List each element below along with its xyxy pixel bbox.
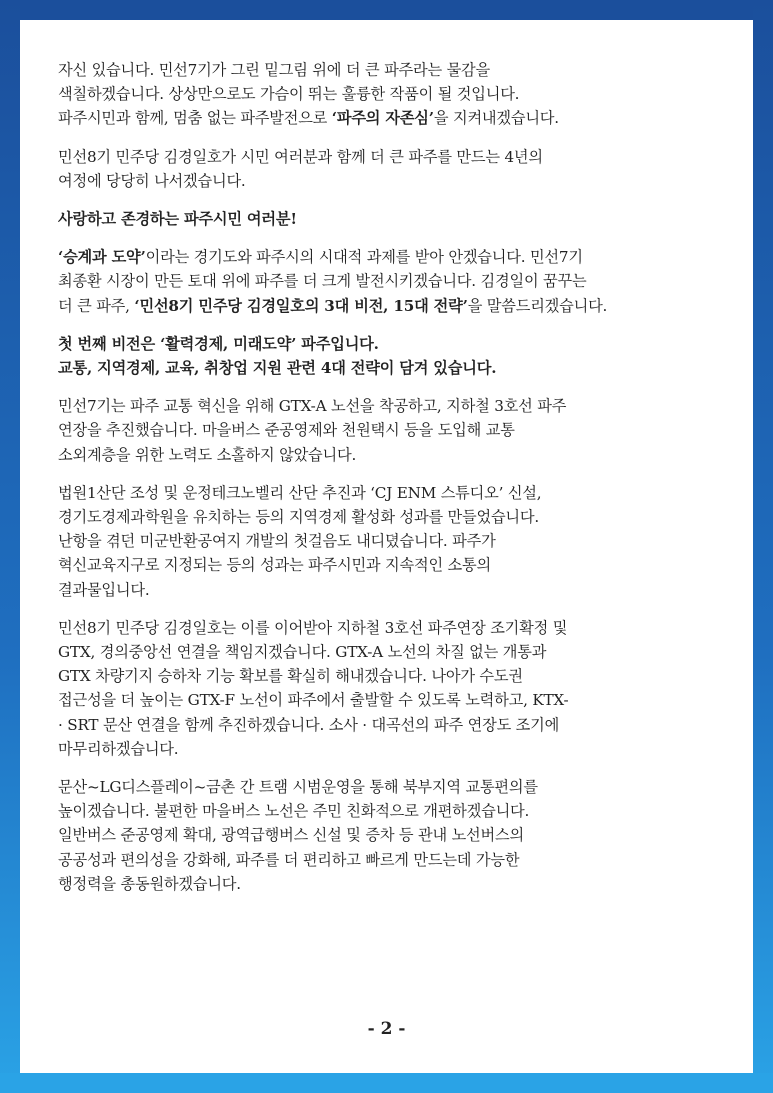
text-line (58, 640, 718, 664)
text-line (58, 799, 718, 823)
bold-text: ‘민선8기 민주당 김경일호의 3대 비전, 15대 전략’ (134, 296, 468, 315)
paragraph (58, 245, 718, 318)
bold-text: ‘파주의 자존심’ (331, 109, 434, 128)
text-line (58, 529, 718, 553)
text-line (58, 823, 718, 847)
text-run: · SRT 문산 연결을 함께 추진하겠습니다. 소사 · 대곡선의 파주 연장도 조기에 (58, 715, 560, 734)
text-line (58, 207, 718, 231)
text-line (58, 553, 718, 577)
text-run: 을 말씀드리겠습니다. (467, 296, 608, 315)
text-line (58, 616, 718, 640)
text-line (58, 443, 718, 467)
text-run: 결과물입니다. (58, 580, 150, 599)
paragraph (58, 775, 718, 896)
page-border-top (0, 0, 773, 20)
page-number: - 2 - (367, 1019, 406, 1039)
text-run: 민선7기는 파주 교통 혁신을 위해 GTX-A 노선을 착공하고, 지하철 3호선 파주 (58, 397, 567, 416)
bold-text: 교통, 지역경제, 교육, 취창업 지원 관련 4대 전략이 담겨 있습니다. (58, 359, 497, 378)
paragraph (58, 145, 718, 193)
paragraph (58, 616, 718, 761)
text-line (58, 294, 718, 318)
text-run: 최종환 시장이 만든 토대 위에 파주를 더 크게 발전시키겠습니다. 김경일이 꿈꾸는 (58, 272, 587, 291)
paragraph (58, 207, 718, 231)
text-run: 혁신교육지구로 지정되는 등의 성과는 파주시민과 지속적인 소통의 (58, 556, 491, 575)
text-line (58, 418, 718, 442)
bold-text: 첫 번째 비전은 ‘활력경제, 미래도약’ 파주입니다. (58, 334, 379, 353)
bold-text: 사랑하고 존경하는 파주시민 여러분! (58, 210, 297, 229)
text-line (58, 664, 718, 688)
text-run: 색칠하겠습니다. 상상만으로도 가슴이 뛰는 훌륭한 작품이 될 것입니다. (58, 85, 520, 104)
text-line (58, 688, 718, 712)
paragraph (58, 394, 718, 467)
page-border-bottom (0, 1073, 773, 1093)
text-line (58, 58, 718, 82)
text-line (58, 356, 718, 380)
text-line (58, 245, 718, 269)
text-line (58, 872, 718, 896)
text-run: 여정에 당당히 나서겠습니다. (58, 171, 246, 190)
text-run: GTX 차량기지 승하차 기능 확보를 확실히 해내겠습니다. 나아가 수도권 (58, 667, 523, 686)
text-run: 접근성을 더 높이는 GTX-F 노선이 파주에서 출발할 수 있도록 노력하고, KTX- (58, 691, 569, 710)
text-run: 더 큰 파주, (58, 296, 135, 315)
text-run: 난항을 겪던 미군반환공여지 개발의 첫걸음도 내디뎠습니다. 파주가 (58, 532, 496, 551)
text-run: 경기도경제과학원을 유치하는 등의 지역경제 활성화 성과를 만들었습니다. (58, 508, 539, 527)
text-run: 이라는 경기도와 파주시의 시대적 과제를 받아 안겠습니다. 민선7기 (145, 248, 583, 267)
text-line (58, 848, 718, 872)
page-border-left (0, 0, 20, 1093)
text-line (58, 775, 718, 799)
text-run: 민선8기 민주당 김경일호가 시민 여러분과 함께 더 큰 파주를 만드는 4년의 (58, 147, 543, 166)
paragraph (58, 58, 718, 131)
text-run: 소외계층을 위한 노력도 소홀하지 않았습니다. (58, 445, 357, 464)
text-run: 법원1산단 조성 및 운정테크노벨리 산단 추진과 ‘CJ ENM 스튜디오’ 신설, (58, 483, 542, 502)
text-run: 마무리하겠습니다. (58, 739, 179, 758)
text-run: 연장을 추진했습니다. 마을버스 준공영제와 천원택시 등을 도입해 교통 (58, 421, 515, 440)
text-run: 을 지켜내겠습니다. (433, 109, 559, 128)
text-line (58, 145, 718, 169)
text-line (58, 578, 718, 602)
text-line (58, 713, 718, 737)
text-line (58, 332, 718, 356)
text-line (58, 269, 718, 293)
text-run: 문산~LG디스플레이~금촌 간 트램 시범운영을 통해 북부지역 교통편의를 (58, 778, 538, 797)
text-line (58, 737, 718, 761)
text-run: 행정력을 총동원하겠습니다. (58, 874, 241, 893)
text-line (58, 394, 718, 418)
text-run: 파주시민과 함께, 멈춤 없는 파주발전으로 (58, 109, 332, 128)
paragraph (58, 481, 718, 602)
page-border-right (753, 0, 773, 1093)
text-run: 공공성과 편의성을 강화해, 파주를 더 편리하고 빠르게 만드는데 가능한 (58, 850, 520, 869)
text-run: 자신 있습니다. 민선7기가 그린 밑그림 위에 더 큰 파주라는 물감을 (58, 61, 490, 79)
text-line (58, 481, 718, 505)
text-line (58, 106, 718, 130)
text-run: 민선8기 민주당 김경일호는 이를 이어받아 지하철 3호선 파주연장 조기확정 및 (58, 618, 568, 637)
text-run: 높이겠습니다. 불편한 마을버스 노선은 주민 친화적으로 개편하겠습니다. (58, 802, 530, 821)
text-run: 일반버스 준공영제 확대, 광역급행버스 신설 및 증차 등 관내 노선버스의 (58, 826, 524, 845)
document-body (58, 58, 718, 910)
text-run: GTX, 경의중앙선 연결을 책임지겠습니다. GTX-A 노선의 차질 없는 개통과 (58, 643, 547, 662)
bold-text: ‘승계과 도약’ (58, 248, 146, 267)
paragraph (58, 332, 718, 380)
text-line (58, 82, 718, 106)
text-line (58, 169, 718, 193)
text-line (58, 505, 718, 529)
